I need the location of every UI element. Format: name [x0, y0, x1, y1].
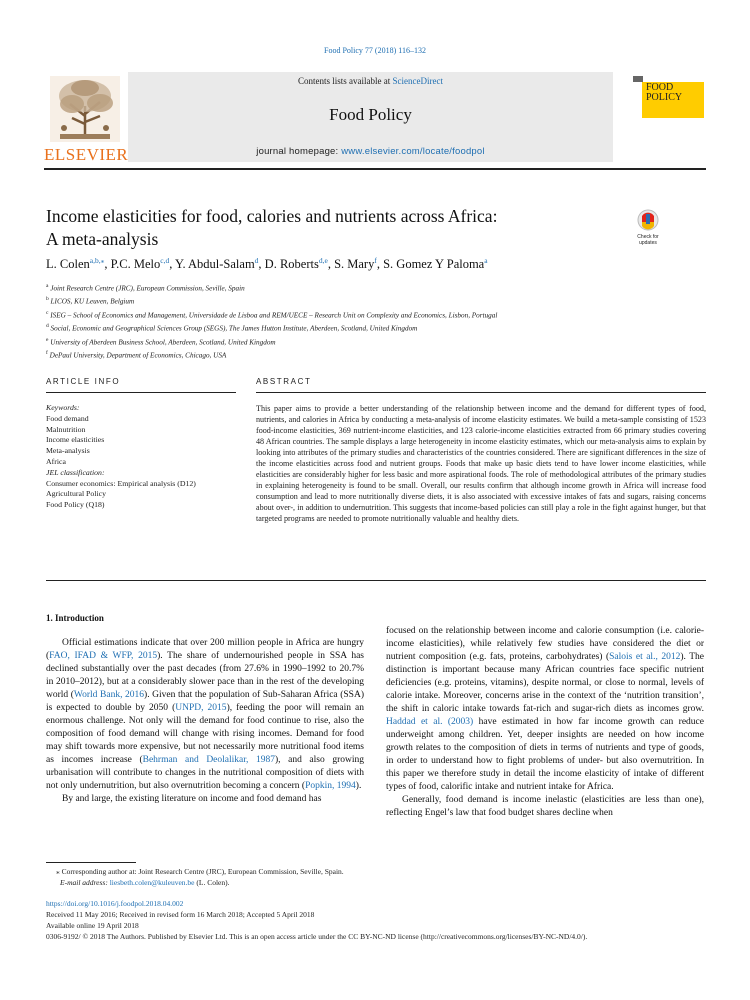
history-line: Received 11 May 2016; Received in revised form 16 March 2018; Accepted 5 April 2018: [46, 910, 315, 919]
cover-line-2: POLICY: [646, 92, 683, 103]
intro-paragraph-4: Generally, food demand is income inelastic (elasticities are less than one), reflecting Engel’s law that food budget shares decline when: [386, 795, 704, 818]
article-info-heading: ARTICLE INFO: [46, 377, 121, 386]
affiliation-text: LICOS, KU Leuven, Belgium: [50, 297, 135, 306]
affiliation: [46, 348, 706, 361]
footnote-rule: [46, 862, 136, 863]
introduction-heading: 1. Introduction: [46, 613, 104, 623]
cover-label: [646, 83, 682, 103]
abstract-heading: ABSTRACT: [256, 377, 312, 386]
affiliations: [46, 281, 706, 361]
check-updates-label: [628, 234, 668, 246]
author-name[interactable]: P.C. Melo: [110, 257, 161, 272]
author-affil-sup[interactable]: d: [254, 256, 259, 265]
journal-title: Food Policy: [329, 105, 412, 124]
article-title: [46, 205, 606, 251]
citation-link[interactable]: World Bank, 2016: [73, 690, 145, 700]
affiliation: [46, 281, 706, 294]
affiliation-text: Social, Economic and Geographical Sciences Group (SEGS), The James Hutton Institute, Aberdeen, Scotland, United Kingdom: [50, 324, 418, 333]
elsevier-wordmark: ELSEVIER: [44, 145, 129, 164]
contents-line: [128, 76, 613, 86]
footnote: [46, 866, 646, 888]
author-affil-sup[interactable]: d,e: [318, 256, 328, 265]
affiliation-text: University of Aberdeen Business School, Aberdeen, Scotland, United Kingdom: [50, 337, 276, 346]
affiliation: [46, 308, 706, 321]
cover-line-1: FOOD: [646, 82, 674, 93]
affiliation: [46, 335, 706, 348]
homepage-link[interactable]: www.elsevier.com/locate/foodpol: [341, 146, 485, 157]
abstract-bottom-rule: [46, 580, 706, 581]
intro-paragraph-3: focused on the relationship between income and calorie consumption (i.e. calorie-income elasticities), while relatively few studies have considered the diet or nutrient composition (e.g. fats, proteins, carbohydrates) (Salois et al., 2012). The distinction is important because many African countries face specific nutrient deficiencies (e.g. proteins, vitamins), despite normal, or close to normal, levels of calorie intake. Moreover, concerns arise in the context of the ‘nutrition transition’, the shift in caloric intake towards fat-rich and sugar-rich diets as incomes grow. Haddad et al. (2003) have estimated in how far income growth can reduce underweight among children. Yet, deeper insights are needed on how income growth relates to the composition of diets in terms of nutrients and type of goods, in order to understand how to fight problems of under- but also overnutrition. In this paper we therefore study in detail the income elasticity of intake of different types of food, calorific intake and nutrient intake for Africa.: [386, 626, 704, 792]
author-name[interactable]: S. Gomez Y Paloma: [383, 257, 485, 272]
homepage-prefix: journal homepage:: [256, 146, 342, 157]
body-column-right: [386, 625, 704, 820]
abstract-text: This paper aims to provide a better understanding of the relationship between income and the demand for different types of food, nutrients, and calories in Africa by conducting a meta-analysis of income elasticity estimates. We build a meta-sample consisting of 1523 food-income elasticities, 369 nutrient-income elasticities, and 123 calorie-income elasticities extracted from 66 primary studies covering 48 African countries. The sample displays a large heterogeneity in income elasticity estimates, which our meta-analysis aims to explain by looking into attributes of the primary studies and characteristics of the countries considered. There are significant differences in the size of the income elasticities across food and nutrient groups. Foods that make up basic diets tend to have lower income elasticities, while elasticities are considerably higher for less basic and more aspirational foods. The role of methodological attributes of the primary studies in explaining heterogeneity is found to be small. Overall, our results confirm that although income growth in Africa will increase food consumption and lead to more nutritionally diverse diets, it is also associated with excessive intakes of fats and sugars, raising concerns about over-, in addition to undernutrition. This suggests that income-based policies can still play a role in the fight against hunger, but that targeted programs are needed to promote nutritionally valuable and healthy diets.: [256, 404, 706, 524]
affiliation-sup: d: [46, 323, 49, 330]
email-suffix: (L. Colen).: [194, 878, 230, 887]
keyword[interactable]: Meta-analysis: [46, 446, 90, 456]
title-line-1: Income elasticities for food, calories and nutrients across Africa:: [46, 206, 498, 226]
journal-banner: [128, 72, 613, 162]
affiliation-text: Joint Research Centre (JRC), European Commission, Seville, Spain: [50, 284, 245, 293]
journal-reference[interactable]: Food Policy 77 (2018) 116–132: [324, 46, 426, 55]
journal-cover[interactable]: [625, 72, 707, 162]
homepage-line: [128, 146, 613, 157]
keywords-label: Keywords:: [46, 403, 80, 412]
citation-link[interactable]: UNPD, 2015: [175, 703, 227, 713]
affiliation-sup: f: [46, 349, 48, 356]
author-affil-sup[interactable]: a: [484, 256, 488, 265]
author-affil-sup[interactable]: f: [374, 256, 377, 265]
author-name[interactable]: D. Roberts: [264, 257, 319, 272]
body-column-left: [46, 637, 364, 806]
keyword[interactable]: Income elasticities: [46, 435, 105, 445]
jel-code[interactable]: Agricultural Policy: [46, 489, 106, 499]
affiliation: [46, 321, 706, 334]
email-link[interactable]: liesbeth.colen@kuleuven.be: [109, 878, 195, 887]
license-line: 0306-9192/ © 2018 The Authors. Published by Elsevier Ltd. This is an open access article under the CC BY-NC-ND license (http://creativecommons.org/licenses/BY-NC-ND/4.0/).: [46, 932, 588, 941]
abstract-rule: [256, 392, 706, 393]
header-rule: [44, 168, 706, 170]
doi-link[interactable]: https://doi.org/10.1016/j.foodpol.2018.04.002: [46, 899, 184, 908]
keyword[interactable]: Food demand: [46, 413, 89, 423]
info-rule: [46, 392, 236, 393]
author-name[interactable]: Y. Abdul-Salam: [175, 257, 255, 272]
author-list: L. Colen$^{a,b,⁎}$, P.C. Melo$^{c,d}$, Y. Abdul-Salam$^d$, D. Roberts$^{d,e}$, S. Mary$^f$, S. Gomez Y Paloma$^a$: [46, 256, 488, 272]
intro-paragraph-2: By and large, the existing literature on income and food demand has: [62, 794, 322, 804]
check-updates-line-2: updates: [639, 240, 657, 246]
affiliation-sup: e: [46, 336, 49, 343]
check-updates-icon: [628, 208, 668, 234]
citation-link[interactable]: Haddad et al. (2003): [386, 717, 474, 727]
jel-code[interactable]: Food Policy (Q18): [46, 500, 105, 510]
affiliation-sup: c: [46, 309, 49, 316]
keyword[interactable]: Africa: [46, 456, 66, 466]
affiliation-sup: b: [46, 296, 49, 303]
author-name[interactable]: S. Mary: [334, 257, 375, 272]
article-info: [46, 403, 236, 511]
elsevier-logo[interactable]: [44, 72, 129, 164]
citation-link[interactable]: FAO, IFAD & WFP, 2015: [49, 651, 158, 661]
sciencedirect-link[interactable]: ScienceDirect: [392, 76, 443, 86]
affiliation-text: DePaul University, Department of Economics, Chicago, USA: [49, 351, 227, 360]
affiliation-sup: a: [46, 283, 49, 289]
citation-link[interactable]: Salois et al., 2012: [609, 652, 681, 662]
elsevier-tree-icon: [50, 76, 120, 142]
intro-paragraph-1: Official estimations indicate that over 200 million people in Africa are hungry (FAO, IFAD & WFP, 2015). The share of undernourished people in SSA has declined substantially over the past decades (from 27.6% in 1990–1992 to 20.7% in 2010–2012), but at a considerably slower pace than in the rest of the developing world (World Bank, 2016). Given that the population of Sub-Saharan Africa (SSA) is expected to double by 2050 (UNPD, 2015), feeding the poor will remain an enormous challenge. Not only will the demand for food continue to rise, also the composition of food demand will change with rising incomes. Demand for food may shift towards more expensive, but not necessarily more nutritional food items as incomes increase (Behrman and Deolalikar, 1987), and also growing urbanisation will contribute to changes in the nutritional composition of diets with not only undernutrition, but also overnutrition becoming a concern (Popkin, 1994).: [46, 638, 364, 791]
title-line-2: A meta-analysis: [46, 229, 159, 249]
citation-link[interactable]: Popkin, 1994: [305, 781, 356, 791]
contents-prefix: Contents lists available at: [298, 76, 393, 86]
author-affil-sup[interactable]: a,b,⁎: [89, 256, 105, 265]
email-line: [46, 877, 646, 888]
citation-link[interactable]: Behrman and Deolalikar, 1987: [142, 755, 275, 765]
email-label: E-mail address:: [60, 878, 108, 887]
affiliation-text: ISEG – School of Economics and Management, Universidade de Lisboa and REM/UECE – Research Unit on Complexity and Economics, Lisbon, Portugal: [50, 311, 498, 320]
check-updates-line-1: Check for: [637, 234, 659, 240]
online-line: Available online 19 April 2018: [46, 921, 139, 930]
jel-code[interactable]: Consumer economics: Empirical analysis (D12): [46, 478, 196, 488]
corresponding-author: ⁎ Corresponding author at: Joint Research Centre (JRC), European Commission, Seville, Spain.: [56, 867, 344, 876]
affiliation: [46, 294, 706, 307]
publication-info: [46, 898, 726, 942]
check-for-updates-badge[interactable]: [628, 208, 668, 248]
jel-label: JEL classification:: [46, 467, 105, 477]
author-name[interactable]: L. Colen: [46, 257, 90, 272]
keyword[interactable]: Malnutrition: [46, 424, 86, 434]
author-affil-sup[interactable]: c,d: [160, 256, 170, 265]
